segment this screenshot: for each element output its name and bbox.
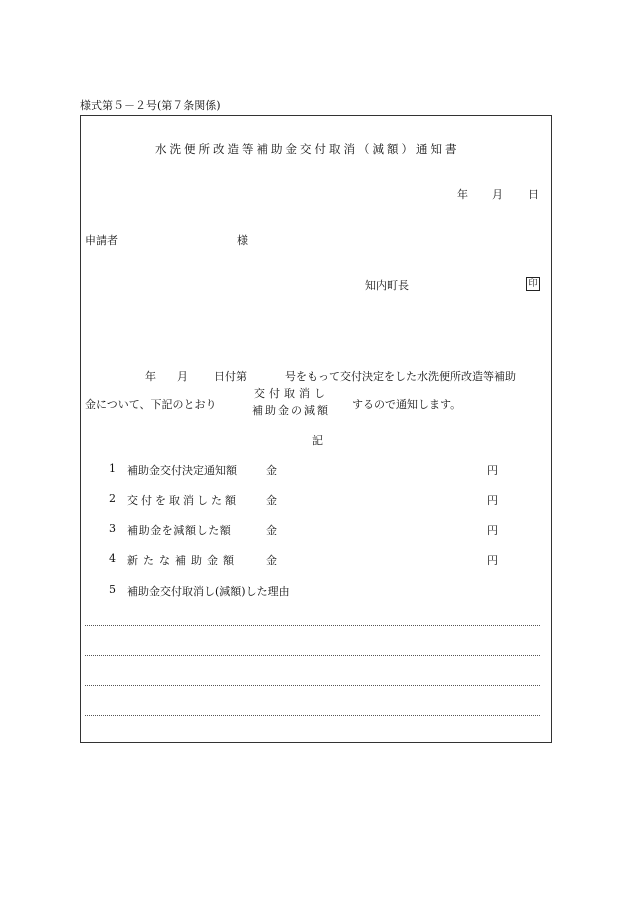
body-year: 年 [145, 370, 156, 383]
item-label: 補助金交付決定通知額 [127, 464, 237, 477]
date-day-label: 日 [528, 188, 539, 201]
document-title: 水洗便所改造等補助金交付取消（減額）通知書 [155, 142, 460, 156]
honorific-label: 様 [237, 234, 248, 247]
option-reduce: 補助金の減額 [252, 404, 330, 417]
date-month-label: 月 [492, 188, 503, 201]
item-kin: 金 [266, 494, 277, 507]
form-label: 様式第５－２号(第７条関係) [80, 99, 221, 112]
applicant-label: 申請者 [85, 234, 118, 247]
body-line1-text: 号をもって交付決定をした水洗便所改造等補助 [285, 370, 516, 383]
item-number: 2 [109, 492, 116, 505]
reason-line [85, 625, 540, 626]
body-line2-prefix: 金について、下記のとおり [85, 398, 217, 411]
item-number: 3 [109, 522, 116, 535]
item-kin: 金 [266, 524, 277, 537]
item-number: 4 [109, 552, 116, 565]
item-label: 補助金を減額した額 [127, 524, 232, 537]
item-label: 交付を取消した額 [127, 494, 239, 507]
reason-line [85, 685, 540, 686]
item-yen: 円 [487, 464, 498, 477]
issuer-name: 知内町長 [365, 279, 409, 292]
date-year-label: 年 [457, 188, 468, 201]
notice-document-frame [80, 115, 552, 743]
option-cancel: 交付取消し [254, 387, 329, 400]
body-month: 月 [177, 370, 188, 383]
item-kin: 金 [266, 464, 277, 477]
item-label: 新たな補助金額 [127, 554, 239, 567]
body-line2-suffix: するので通知します。 [352, 398, 462, 411]
item-number: 5 [109, 583, 116, 596]
reason-line [85, 715, 540, 716]
body-date-no: 日付第 [214, 370, 247, 383]
item-label: 補助金交付取消し(減額)した理由 [127, 585, 290, 598]
seal-icon: 印 [526, 277, 540, 291]
reason-line [85, 655, 540, 656]
ki-heading: 記 [312, 434, 323, 447]
item-kin: 金 [266, 554, 277, 567]
item-yen: 円 [487, 494, 498, 507]
item-yen: 円 [487, 554, 498, 567]
item-number: 1 [109, 462, 116, 475]
item-yen: 円 [487, 524, 498, 537]
